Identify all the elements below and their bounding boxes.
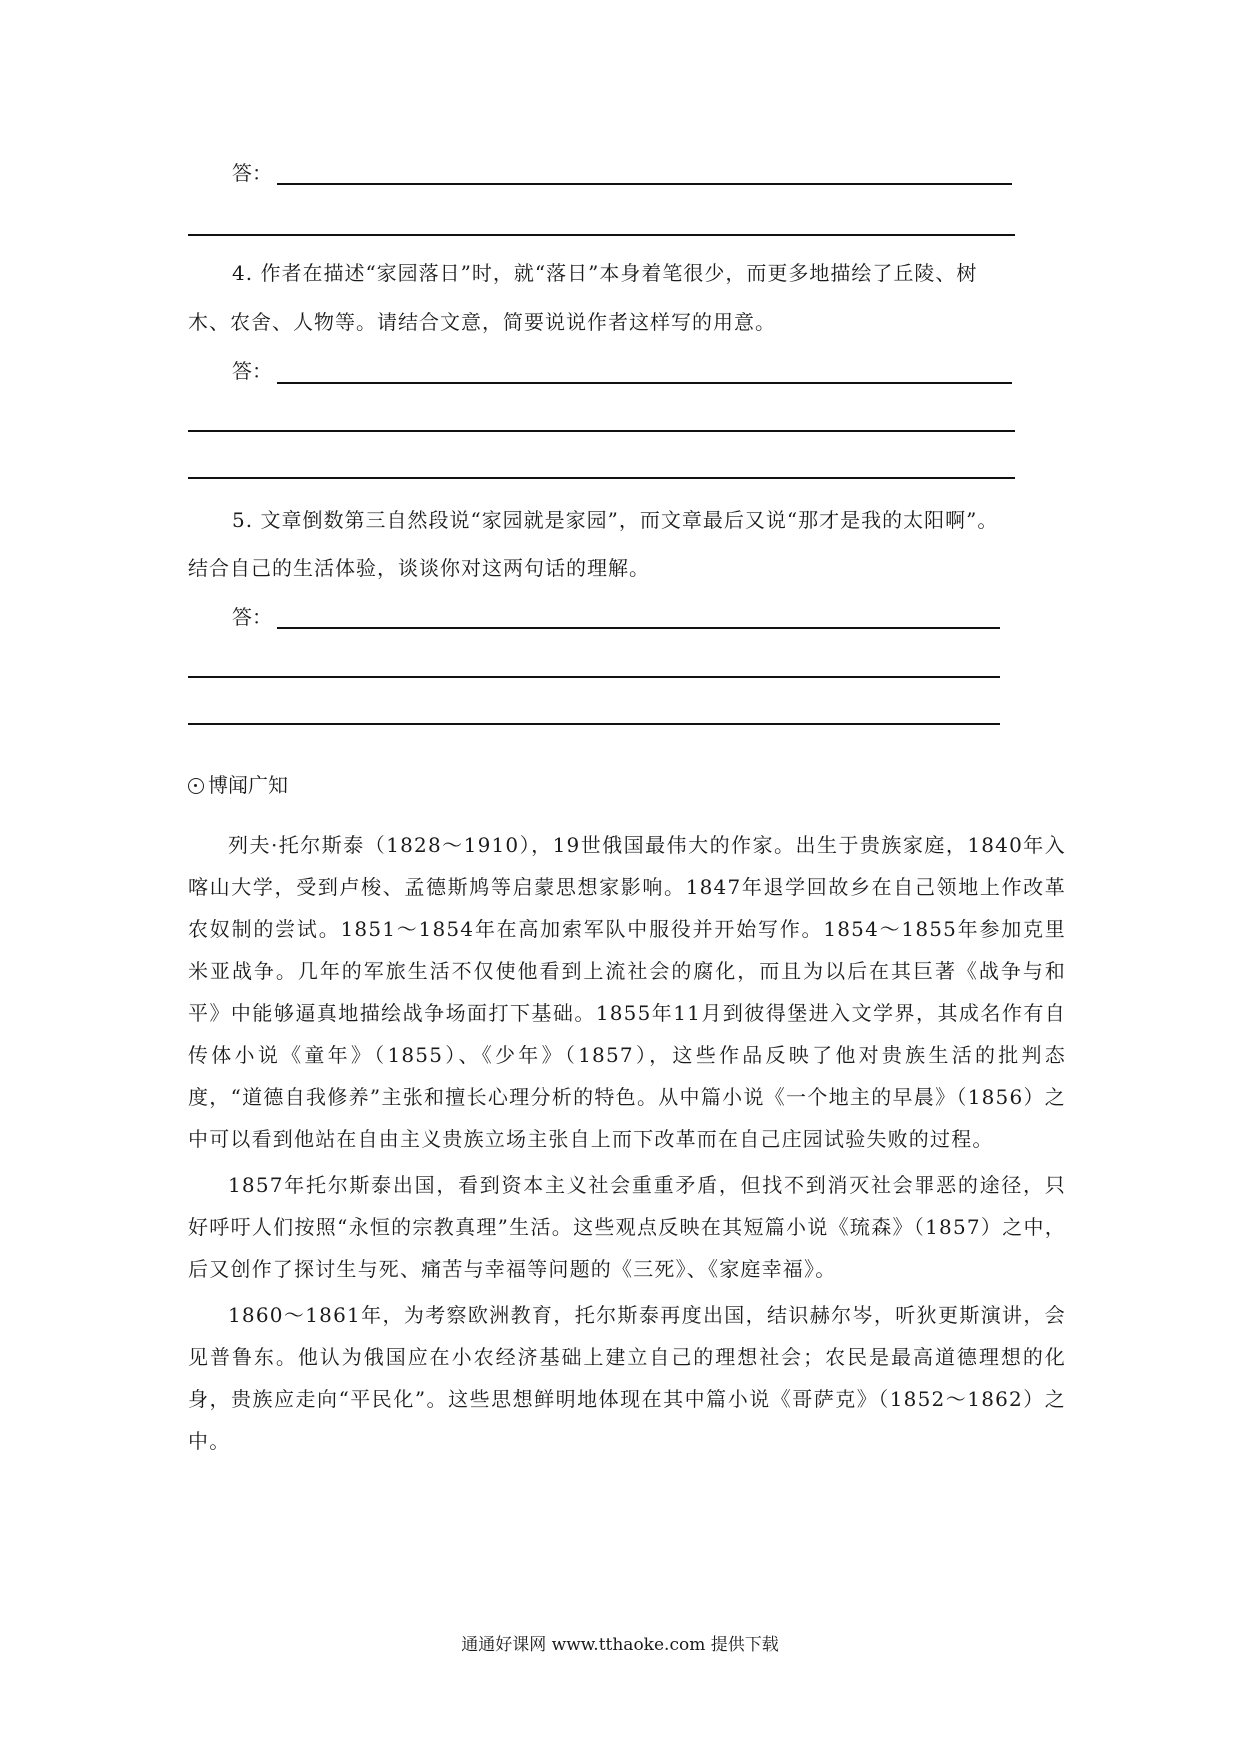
answer-line[interactable] (188, 477, 1015, 479)
section-title (188, 770, 288, 800)
answer-line[interactable] (188, 234, 1015, 236)
answer-line[interactable] (188, 723, 1000, 725)
page-footer: 通通好课网 www.tthaoke.com 提供下载 (461, 1635, 779, 1655)
answer-line[interactable] (188, 430, 1015, 432)
biography-text (188, 824, 1066, 1466)
answer-label: 答： (232, 161, 272, 185)
question-5-line-2: 结合自己的生活体验，谈谈你对这两句话的理解。 (188, 556, 650, 580)
section-title-text: 博闻广知 (208, 773, 288, 797)
answer-line[interactable] (277, 183, 1012, 185)
answer-line[interactable] (188, 676, 1000, 678)
answer-label: 答： (232, 605, 272, 629)
question-4-line-2: 木、农舍、人物等。请结合文意，简要说说作者这样写的用意。 (188, 310, 776, 334)
answer-label: 答： (232, 359, 272, 383)
circled-dot-icon (188, 778, 204, 794)
question-5-line-1: 5. 文章倒数第三自然段说“家园就是家园”，而文章最后又说“那才是我的太阳啊”。 (232, 508, 999, 532)
answer-line[interactable] (277, 627, 1000, 629)
paragraph: 列夫·托尔斯泰（1828～1910），19世俄国最伟大的作家。出生于贵族家庭，1840年入喀山大学，受到卢梭、孟德斯鸠等启蒙思想家影响。1847年退学回故乡在自己领地上作改革农奴制的尝试。1851～1854年在高加索军队中服役并开始写作。1854～1855年参加克里米亚战争。几年的军旅生活不仅使他看到上流社会的腐化，而且为以后在其巨著《战争与和平》中能够逼真地描绘战争场面打下基础。1855年11月到彼得堡进入文学界，其成名作有自传体小说《童年》（1855）、《少年》（1857），这些作品反映了他对贵族生活的批判态度，“道德自我修养”主张和擅长心理分析的特色。从中篇小说《一个地主的早晨》（1856）之中可以看到他站在自由主义贵族立场主张自上而下改革而在自己庄园试验失败的过程。 (188, 833, 1066, 1151)
question-4-line-1: 4. 作者在描述“家园落日”时，就“落日”本身着笔很少，而更多地描绘了丘陵、树 (232, 261, 978, 285)
answer-line[interactable] (277, 382, 1012, 384)
paragraph: 1860～1861年，为考察欧洲教育，托尔斯泰再度出国，结识赫尔岑，听狄更斯演讲，会见普鲁东。他认为俄国应在小农经济基础上建立自己的理想社会；农民是最高道德理想的化身，贵族应走向“平民化”。这些思想鲜明地体现在其中篇小说《哥萨克》（1852～1862）之中。 (188, 1303, 1066, 1453)
paragraph: 1857年托尔斯泰出国，看到资本主义社会重重矛盾，但找不到消灭社会罪恶的途径，只好呼吁人们按照“永恒的宗教真理”生活。这些观点反映在其短篇小说《琉森》（1857）之中，后又创作了探讨生与死、痛苦与幸福等问题的《三死》、《家庭幸福》。 (188, 1173, 1066, 1281)
